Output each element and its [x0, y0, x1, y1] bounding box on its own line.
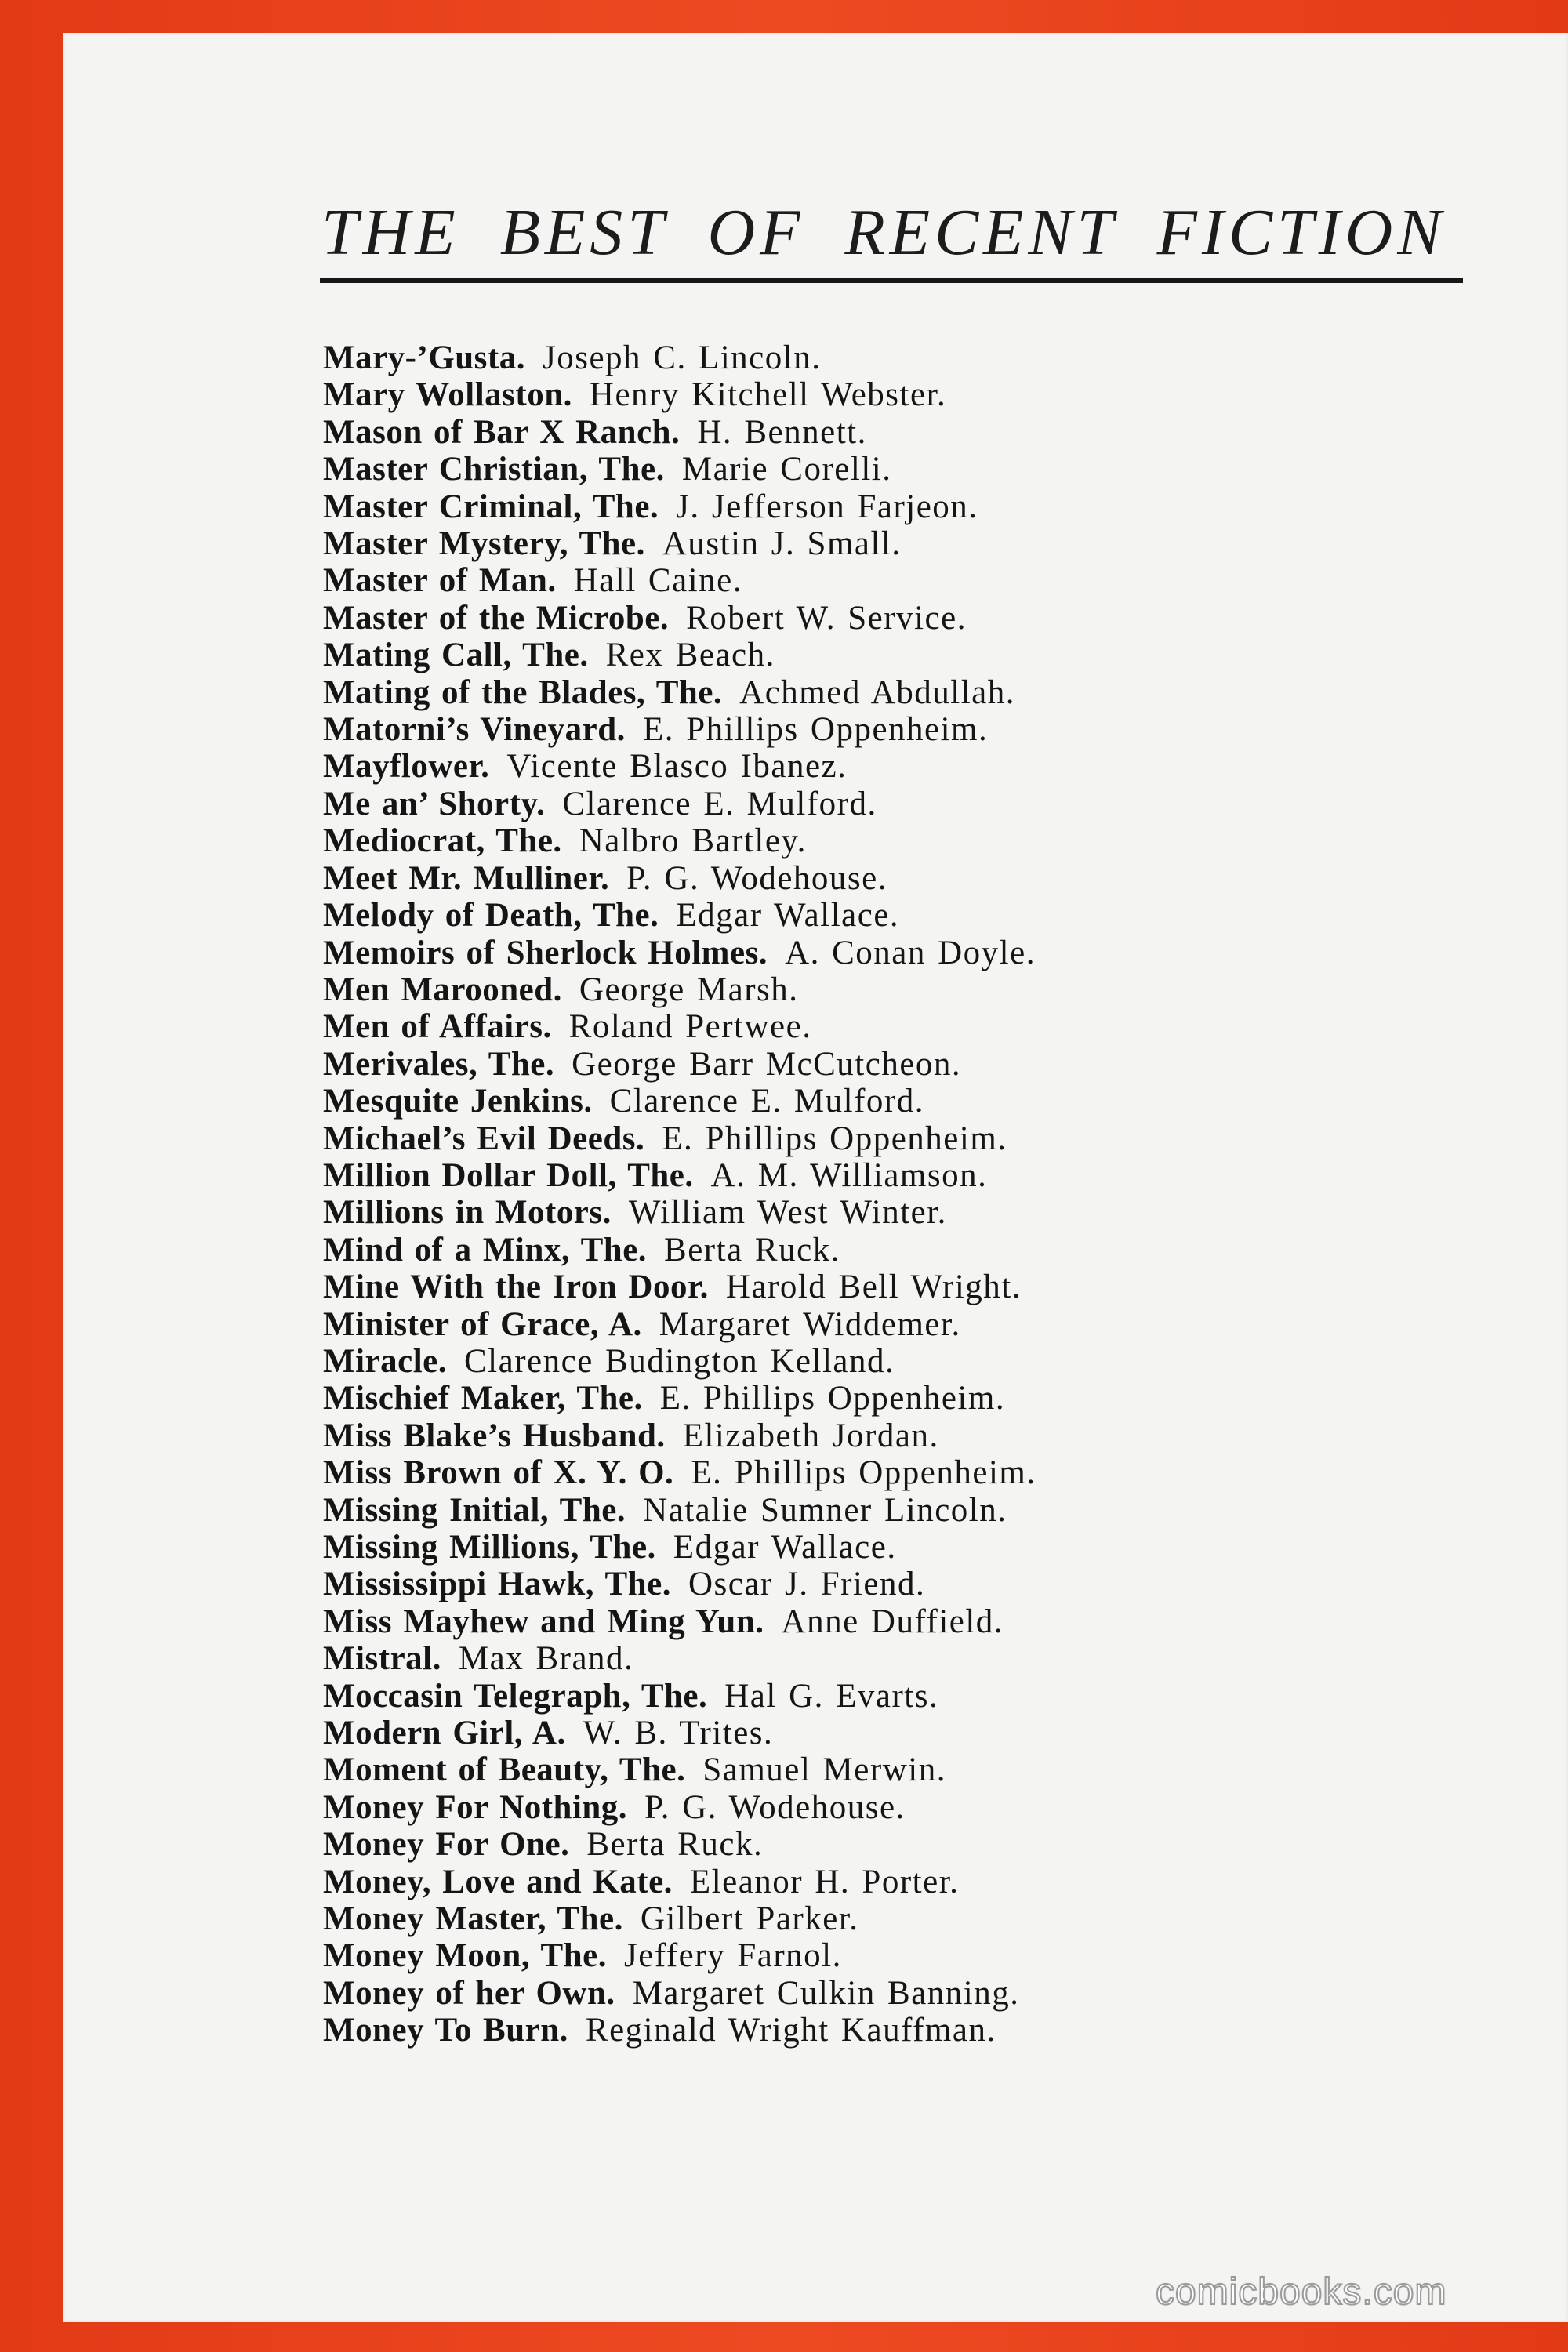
book-title: Moment of Beauty, The.: [323, 1751, 686, 1789]
book-author: Marie Corelli.: [681, 451, 892, 488]
list-item: [323, 1678, 1036, 1715]
list-item: [323, 376, 1036, 413]
list-item: [323, 971, 1036, 1008]
list-item: [323, 1789, 1036, 1826]
fiction-list: [323, 339, 1036, 2049]
book-author: Nalbro Bartley.: [579, 822, 807, 860]
list-item: [323, 525, 1036, 562]
book-title: Mind of a Minx, The.: [323, 1231, 648, 1269]
book-title: Mischief Maker, The.: [323, 1380, 643, 1417]
book-title: Money, Love and Kate.: [323, 1863, 673, 1900]
book-author: Oscar J. Friend.: [688, 1566, 926, 1603]
book-author: Elizabeth Jordan.: [682, 1417, 939, 1454]
book-author: Achmed Abdullah.: [739, 673, 1016, 711]
list-item: [323, 860, 1036, 897]
book-title: Men Marooned.: [323, 971, 562, 1008]
list-item: [323, 1529, 1036, 1566]
list-item: [323, 451, 1036, 488]
book-title: Master Christian, The.: [323, 451, 665, 488]
book-title: Money For One.: [323, 1826, 570, 1864]
list-item: [323, 1046, 1036, 1083]
list-item: [323, 674, 1036, 711]
list-item: [323, 1640, 1036, 1677]
book-author: Max Brand.: [458, 1640, 634, 1678]
book-author: H. Bennett.: [697, 413, 867, 451]
book-title: Merivales, The.: [323, 1045, 555, 1083]
book-title: Melody of Death, The.: [323, 897, 659, 935]
book-title: Mary-’Gusta.: [323, 339, 525, 376]
book-title: Memoirs of Sherlock Holmes.: [323, 934, 768, 971]
book-title: Mine With the Iron Door.: [323, 1269, 709, 1306]
book-title: Millions in Motors.: [323, 1194, 612, 1232]
list-item: [323, 1194, 1036, 1231]
book-title: Miss Blake’s Husband.: [323, 1417, 666, 1454]
list-item: [323, 488, 1036, 525]
list-item: [323, 786, 1036, 822]
list-item: [323, 1120, 1036, 1157]
list-item: [323, 1566, 1036, 1602]
book-author: Clarence E. Mulford.: [609, 1083, 924, 1120]
book-title: Master Criminal, The.: [323, 488, 659, 525]
book-author: Harold Bell Wright.: [725, 1269, 1022, 1306]
book-author: Clarence Budington Kelland.: [464, 1342, 895, 1380]
list-item: [323, 339, 1036, 376]
book-author: A. Conan Doyle.: [785, 934, 1036, 971]
book-author: Vicente Blasco Ibanez.: [506, 748, 848, 786]
book-author: Berta Ruck.: [664, 1231, 840, 1269]
book-title: Mayflower.: [323, 748, 490, 786]
book-author: Robert W. Service.: [686, 599, 967, 637]
list-item: [323, 935, 1036, 971]
book-author: Clarence E. Mulford.: [562, 785, 877, 822]
book-author: P. G. Wodehouse.: [626, 859, 888, 897]
book-author: Hal G. Evarts.: [724, 1677, 939, 1715]
book-title: Mistral.: [323, 1640, 441, 1678]
list-item: [323, 1232, 1036, 1269]
book-title: Mediocrat, The.: [323, 822, 562, 860]
book-author: Natalie Sumner Lincoln.: [643, 1491, 1007, 1529]
book-title: Money Master, The.: [323, 1900, 623, 1938]
book-title: Mating of the Blades, The.: [323, 673, 723, 711]
book-author: E. Phillips Oppenheim.: [642, 711, 989, 749]
list-item: [323, 1417, 1036, 1454]
book-title: Money For Nothing.: [323, 1788, 628, 1826]
book-author: Rex Beach.: [605, 637, 775, 674]
list-item: [323, 1008, 1036, 1045]
book-title: Miracle.: [323, 1342, 447, 1380]
list-item: [323, 1454, 1036, 1491]
book-title: Minister of Grace, A.: [323, 1305, 642, 1343]
book-title: Mississippi Hawk, The.: [323, 1566, 671, 1603]
book-author: Henry Kitchell Webster.: [589, 376, 947, 414]
heading-rule: [320, 278, 1463, 283]
list-item: [323, 1975, 1036, 2012]
book-title: Missing Millions, The.: [323, 1529, 656, 1566]
book-author: Joseph C. Lincoln.: [542, 339, 822, 376]
list-item: [323, 1083, 1036, 1120]
book-title: Missing Initial, The.: [323, 1491, 626, 1529]
book-author: A. M. Williamson.: [710, 1156, 988, 1194]
book-title: Master Mystery, The.: [323, 525, 645, 563]
book-title: Modern Girl, A.: [323, 1715, 566, 1752]
book-author: E. Phillips Oppenheim.: [659, 1380, 1006, 1417]
list-item: [323, 1751, 1036, 1788]
list-item: [323, 1900, 1036, 1937]
list-item: [323, 1157, 1036, 1194]
list-item: [323, 1380, 1036, 1417]
book-title: Miss Mayhew and Ming Yun.: [323, 1602, 764, 1640]
book-title: Master of the Microbe.: [323, 599, 670, 637]
book-title: Money To Burn.: [323, 2012, 568, 2049]
list-item: [323, 1343, 1036, 1380]
list-item: [323, 822, 1036, 859]
book-author: P. G. Wodehouse.: [644, 1788, 906, 1826]
book-author: Berta Ruck.: [586, 1826, 764, 1864]
book-author: Edgar Wallace.: [676, 897, 900, 935]
book-author: William West Winter.: [628, 1194, 947, 1232]
list-item: [323, 562, 1036, 599]
book-author: Margaret Culkin Banning.: [632, 1974, 1020, 2012]
list-item: [323, 1603, 1036, 1640]
book-title: Michael’s Evil Deeds.: [323, 1120, 645, 1157]
list-item: [323, 1864, 1036, 1900]
book-author: George Barr McCutcheon.: [572, 1045, 962, 1083]
book-author: W. B. Trites.: [583, 1715, 774, 1752]
book-author: J. Jefferson Farjeon.: [676, 488, 978, 525]
book-title: Mating Call, The.: [323, 637, 589, 674]
book-title: Mary Wollaston.: [323, 376, 572, 414]
book-author: Hall Caine.: [573, 562, 742, 600]
book-title: Money Moon, The.: [323, 1937, 607, 1975]
list-item: [323, 711, 1036, 748]
book-title: Men of Affairs.: [323, 1008, 552, 1046]
book-author: Jeffery Farnol.: [624, 1937, 842, 1975]
book-title: Mesquite Jenkins.: [323, 1083, 593, 1120]
list-item: [323, 1269, 1036, 1305]
book-author: E. Phillips Oppenheim.: [662, 1120, 1007, 1157]
list-item: [323, 748, 1036, 785]
list-item: [323, 1492, 1036, 1529]
list-item: [323, 1715, 1036, 1751]
book-author: Samuel Merwin.: [702, 1751, 946, 1789]
book-title: Moccasin Telegraph, The.: [323, 1677, 708, 1715]
book-author: Roland Pertwee.: [568, 1008, 812, 1046]
book-title: Mason of Bar X Ranch.: [323, 413, 681, 451]
watermark-logo: comicbooks.com: [1156, 2271, 1447, 2313]
list-item: [323, 414, 1036, 451]
book-title: Miss Brown of X. Y. O.: [323, 1454, 674, 1492]
book-author: Austin J. Small.: [662, 525, 902, 563]
list-item: [323, 1306, 1036, 1343]
book-title: Matorni’s Vineyard.: [323, 711, 626, 749]
book-title: Meet Mr. Mulliner.: [323, 859, 610, 897]
book-title: Master of Man.: [323, 562, 557, 600]
book-author: E. Phillips Oppenheim.: [691, 1454, 1036, 1492]
book-author: Gilbert Parker.: [640, 1900, 859, 1938]
book-title: Me an’ Shorty.: [323, 785, 546, 822]
book-author: Anne Duffield.: [781, 1602, 1004, 1640]
list-item: [323, 1937, 1036, 1974]
book-title: Money of her Own.: [323, 1974, 615, 2012]
book-author: George Marsh.: [579, 971, 799, 1008]
book-title: Million Dollar Doll, The.: [323, 1156, 694, 1194]
book-author: Edgar Wallace.: [673, 1529, 897, 1566]
book-author: Margaret Widdemer.: [659, 1305, 961, 1343]
book-author: Reginald Wright Kauffman.: [585, 2012, 996, 2049]
list-item: [323, 600, 1036, 637]
list-item: [323, 1826, 1036, 1863]
list-item: [323, 897, 1036, 934]
list-item: [323, 637, 1036, 673]
book-author: Eleanor H. Porter.: [689, 1863, 960, 1900]
list-item: [323, 2012, 1036, 2049]
page-heading: THE BEST OF RECENT FICTION: [321, 196, 1446, 269]
